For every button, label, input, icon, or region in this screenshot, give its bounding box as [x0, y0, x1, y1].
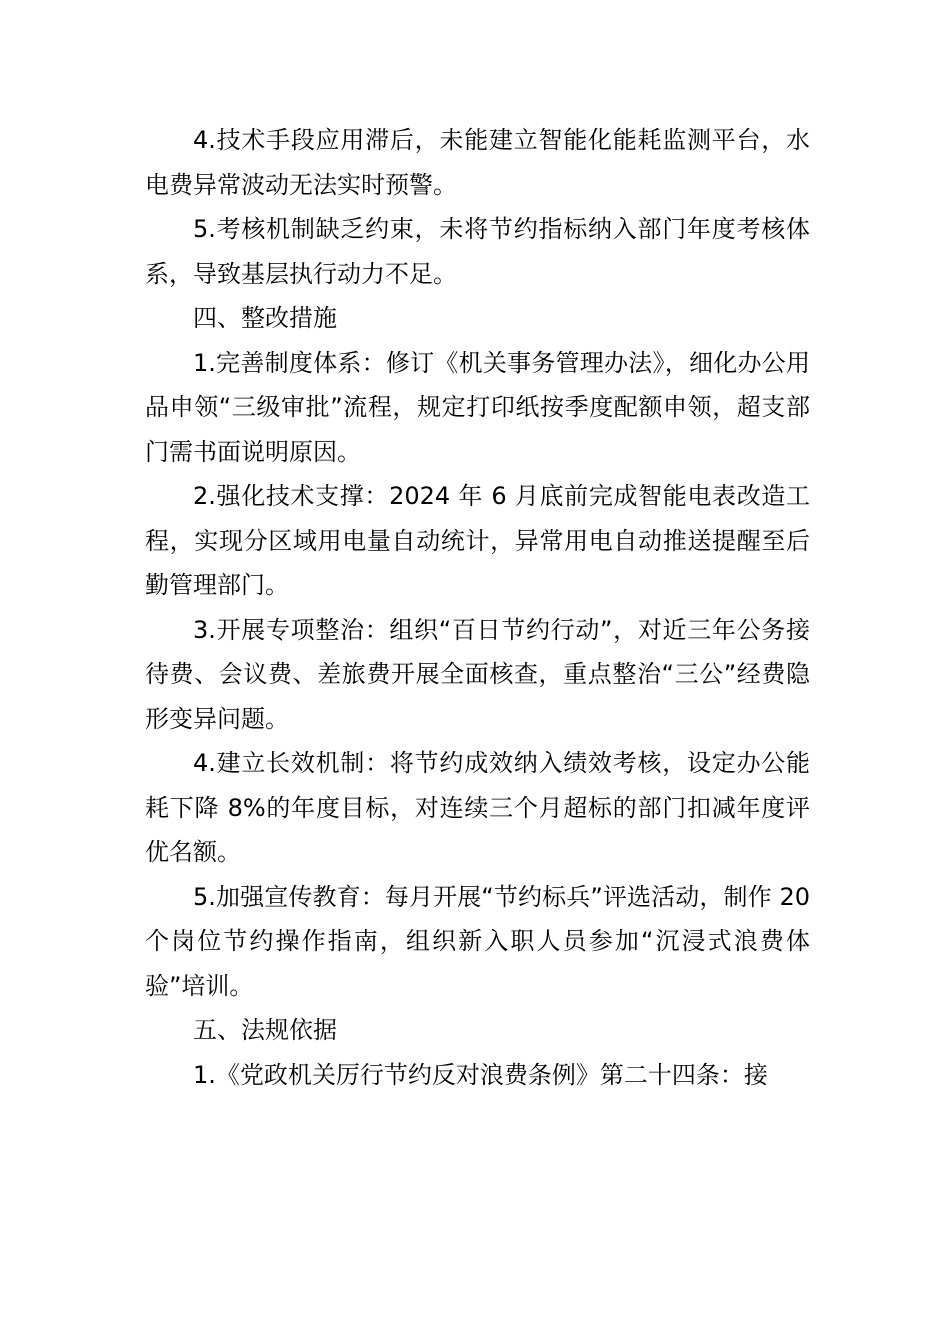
paragraph-publicity-education: 5.加强宣传教育：每月开展“节约标兵”评选活动，制作 20 个岗位节约操作指南，组织新入职人员参加“沉浸式浪费体验”培训。: [145, 882, 818, 1000]
paragraph-tech-lag: 4.技术手段应用滞后，未能建立智能化能耗监测平台，水电费异常波动无法实时预警。: [145, 126, 810, 199]
section-heading-regulations: 五、法规依据: [193, 1016, 337, 1044]
paragraph-long-term-mechanism: 4.建立长效机制：将节约成效纳入绩效考核，设定办公能耗下降 8%的年度目标，对连续三个月超标的部门扣减年度评优名额。: [145, 749, 810, 866]
paragraph-assessment-lack: 5.考核机制缺乏约束，未将节约指标纳入部门年度考核体系，导致基层执行动力不足。: [145, 215, 810, 288]
document-body: [145, 118, 818, 1097]
paragraph-regulation-article: 1.《党政机关厉行节约反对浪费条例》第二十四条：接: [193, 1060, 768, 1089]
paragraph-special-rectification: 3.开展专项整治：组织“百日节约行动”，对近三年公务接待费、会议费、差旅费开展全面核查，重点整治“三公”经费隐形变异问题。: [145, 615, 810, 733]
section-heading-rectification: 四、整改措施: [193, 304, 337, 332]
paragraph-improve-system: 1.完善制度体系：修订《机关事务管理办法》，细化办公用品申领“三级审批”流程，规定打印纸按季度配额申领，超支部门需书面说明原因。: [145, 348, 810, 466]
paragraph-tech-support: 2.强化技术支撑：2024 年 6 月底前完成智能电表改造工程，实现分区域用电量自动统计，异常用电自动推送提醒至后勤管理部门。: [145, 482, 810, 599]
